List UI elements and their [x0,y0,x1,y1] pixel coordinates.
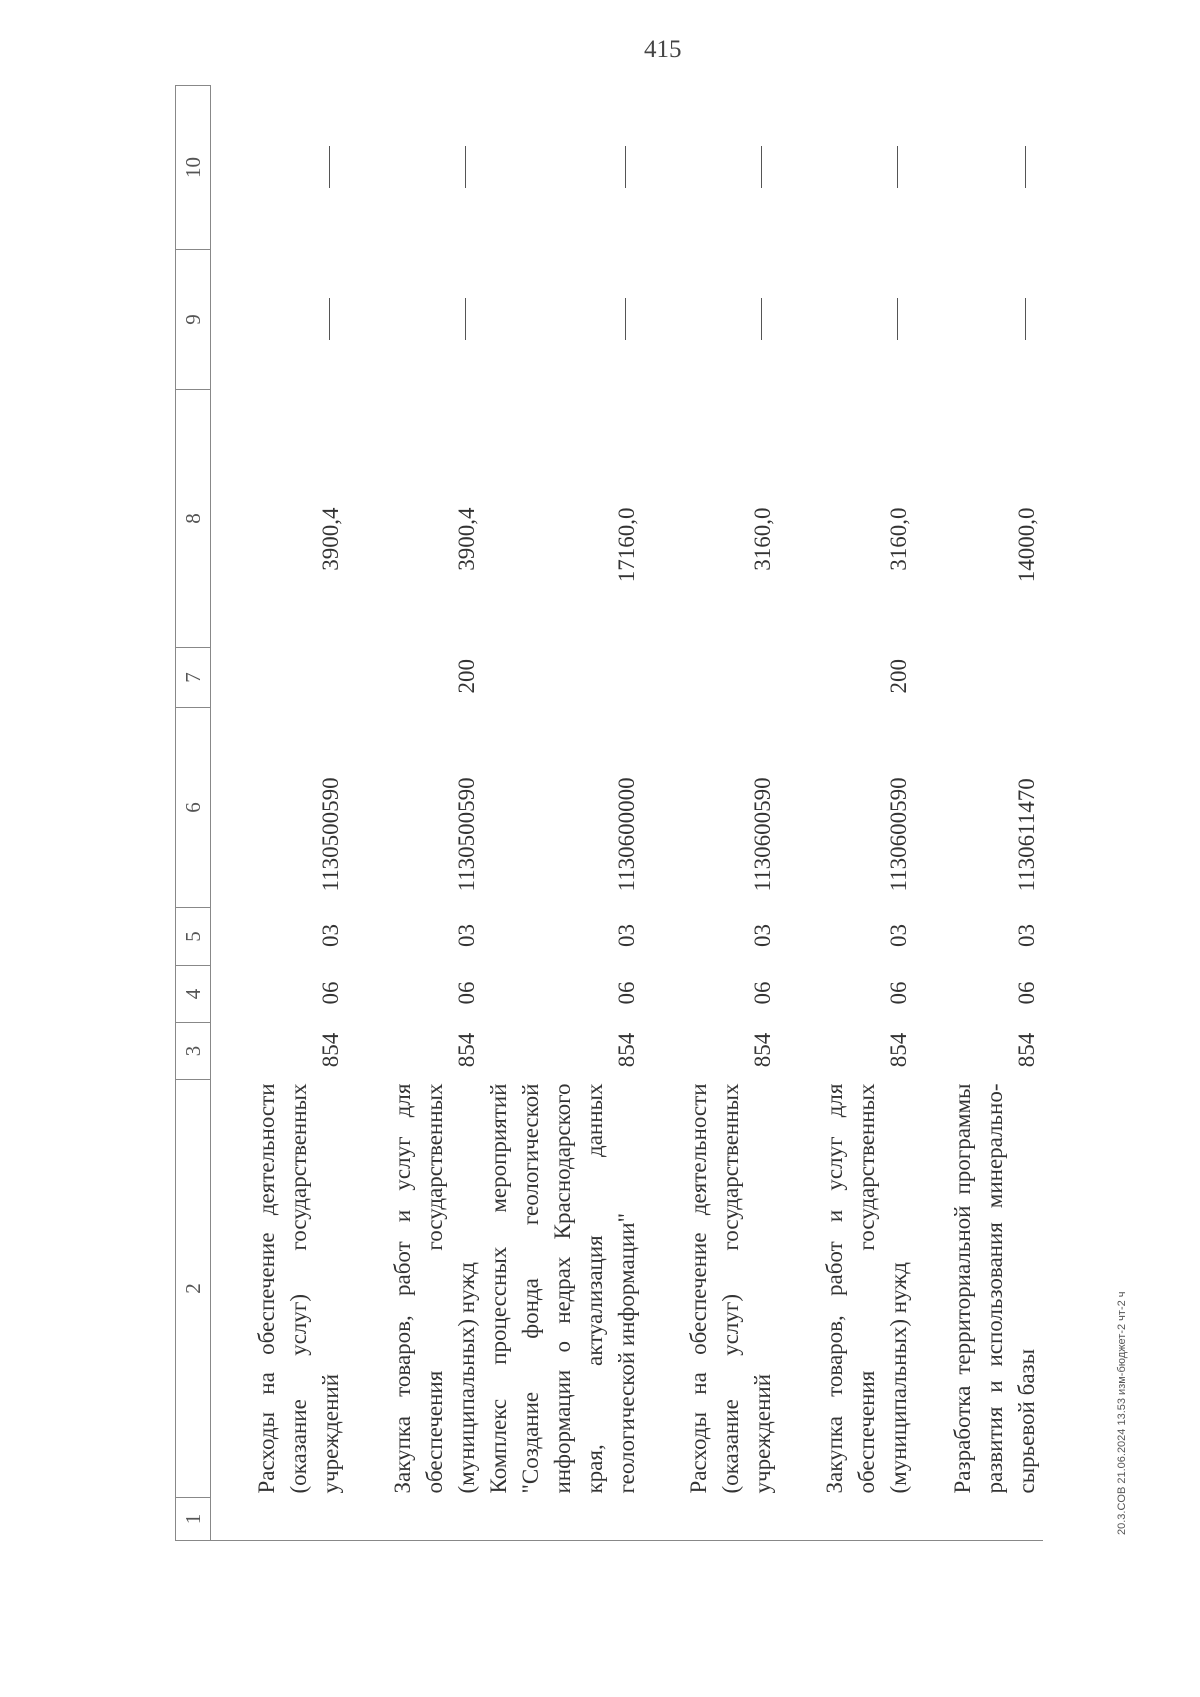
cell-col1 [643,1498,779,1541]
cell-col10 [643,86,779,250]
cell-col3: 854 [1014,1032,1039,1068]
cell-col3: 854 [750,1032,775,1068]
header-row [176,86,211,1541]
cell-col6: 1130611470 [1014,778,1039,892]
dash-mark [897,299,898,341]
cell-col7: 200 [886,659,911,694]
cell-col4: 06 [1014,981,1039,1005]
cell-col9 [915,250,1043,390]
cell-col9 [347,250,483,390]
cell-col10 [915,86,1043,250]
cell-description: Закупка товаров, работ и услуг для обеспечения государственных (муниципальных) нужд [390,1083,479,1494]
cell-col6: 1130600000 [614,777,639,892]
cell-col3: 854 [454,1032,479,1068]
cell-col1 [915,1498,1043,1541]
cell-col9 [211,250,348,390]
cell-description: Комплекс процессных мероприятий "Создание фонда геологической информации о недрах Краснодарского края, актуализация данных геологической информации" [486,1083,639,1494]
cell-description: Закупка товаров, работ и услуг для обеспечения государственных (муниципальных) нужд [822,1083,911,1494]
dash-mark [625,147,626,189]
cell-col5: 03 [454,924,479,947]
cell-col8: 14000,0 [1014,507,1039,583]
cell-col6: 1130500590 [454,777,479,892]
dash-mark [465,299,466,341]
cell-col10 [347,86,483,250]
cell-col9 [779,250,915,390]
cell-col10 [211,86,348,250]
header-cell-1: 1 [176,1498,211,1541]
cell-description: Расходы на обеспечение деятельности (оказание услуг) государственных учреждений [686,1083,775,1494]
header-cell-6: 6 [176,708,211,908]
header-cell-10: 10 [176,86,211,250]
rotated-table-container [175,86,1084,1541]
header-cell-9: 9 [176,250,211,390]
header-cell-7: 7 [176,648,211,708]
cell-col5: 03 [1014,924,1039,947]
cell-col1 [779,1498,915,1541]
cell-col1 [483,1498,643,1541]
cell-col5: 03 [886,924,911,947]
cell-col4: 06 [750,981,775,1005]
dash-mark [1025,299,1026,341]
cell-col4: 06 [318,981,343,1005]
cell-col8: 3160,0 [886,507,911,571]
dash-mark [897,147,898,189]
cell-col7: 200 [454,659,479,694]
dash-mark [1025,147,1026,189]
cell-col7 [483,648,643,708]
table-row [779,86,915,1541]
dash-mark [329,299,330,341]
table-row [915,86,1043,1541]
cell-col6: 1130600590 [750,777,775,892]
cell-col3: 854 [614,1032,639,1068]
cell-col8: 3160,0 [750,507,775,571]
cell-col4: 06 [886,981,911,1005]
cell-col7 [915,648,1043,708]
cell-col8: 3900,4 [454,507,479,571]
cell-col7 [211,648,348,708]
cell-col1 [347,1498,483,1541]
dash-mark [625,299,626,341]
cell-description: Расходы на обеспечение деятельности (оказание услуг) государственных учреждений [254,1083,343,1494]
footer-note: 20.3.COB 21.06.2024 13.53 изм-бюджет-2 чт-2 ч [1116,1291,1128,1535]
header-cell-2: 2 [176,1080,211,1498]
dash-mark [465,147,466,189]
cell-description: Разработка территориальной программы развития и использования минерально-сырьевой базы [950,1083,1039,1494]
table-row [483,86,643,1541]
cell-col10 [483,86,643,250]
cell-col8: 3900,4 [318,507,343,571]
cell-col3: 854 [318,1032,343,1068]
page-number: 415 [644,36,682,63]
table-row [211,86,348,1541]
dash-mark [761,147,762,189]
cell-col4: 06 [614,981,639,1005]
cell-col7 [643,648,779,708]
cell-col5: 03 [750,924,775,947]
header-cell-5: 5 [176,908,211,966]
cell-col9 [643,250,779,390]
cell-col6: 1130500590 [318,777,343,892]
cell-col8: 17160,0 [614,507,639,583]
header-cell-3: 3 [176,1023,211,1080]
cell-col9 [483,250,643,390]
cell-col4: 06 [454,981,479,1005]
cell-col5: 03 [614,924,639,947]
dash-mark [329,147,330,189]
cell-col6: 1130600590 [886,777,911,892]
table-row [347,86,483,1541]
budget-table [175,85,1043,1541]
header-cell-8: 8 [176,390,211,648]
cell-col5: 03 [318,924,343,947]
table-row [643,86,779,1541]
cell-col10 [779,86,915,250]
cell-col3: 854 [886,1032,911,1068]
dash-mark [761,299,762,341]
cell-col1 [211,1498,348,1541]
header-cell-4: 4 [176,966,211,1023]
